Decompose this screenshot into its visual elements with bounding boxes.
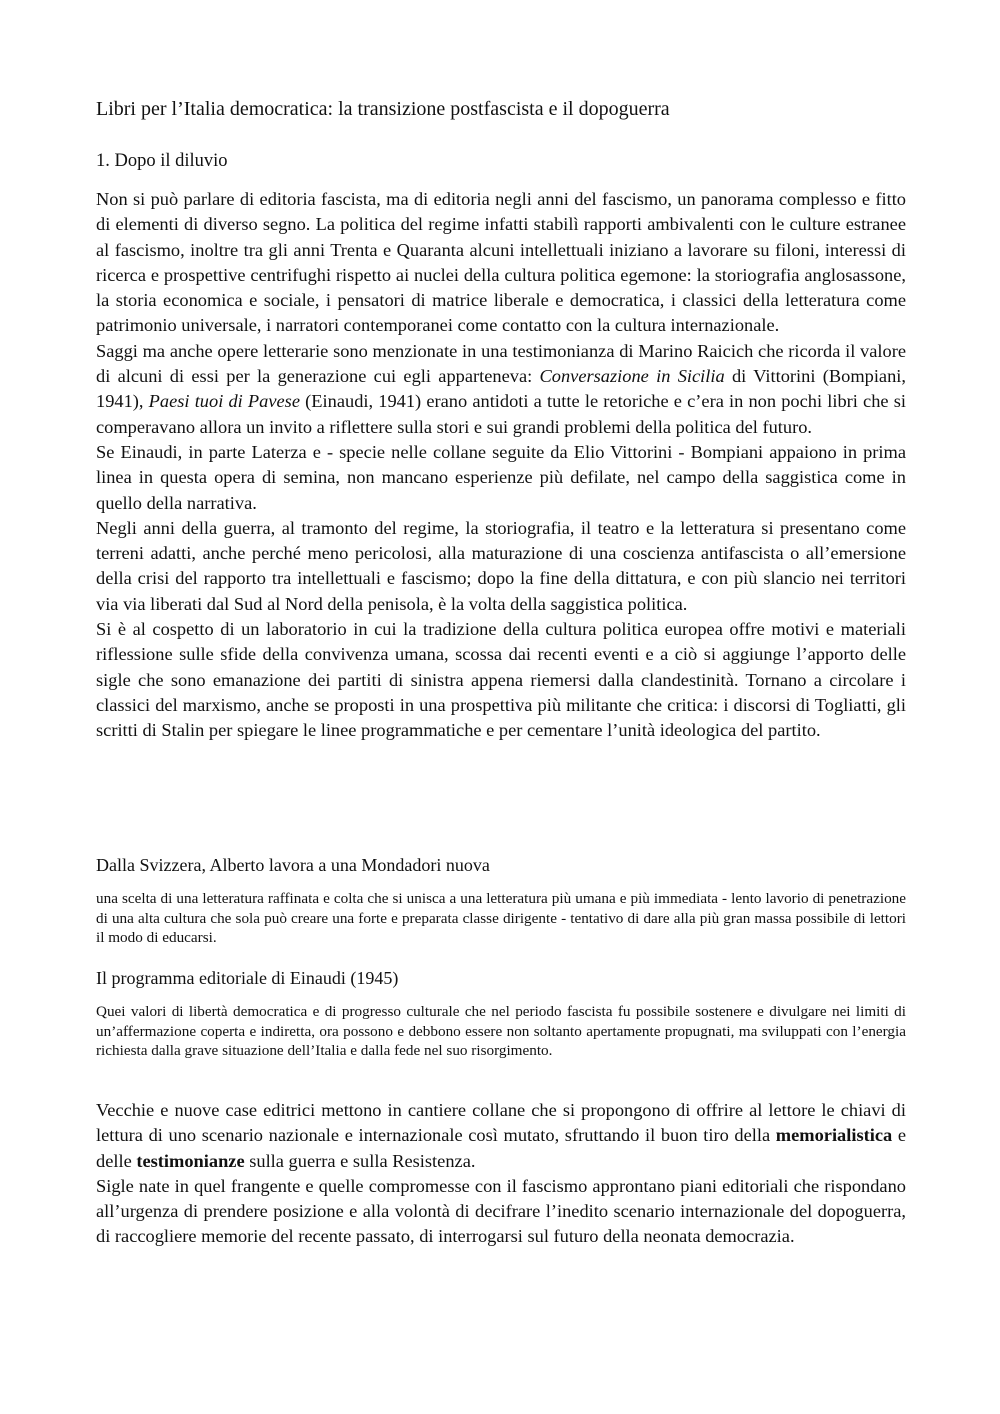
bold-term: testimonianze	[136, 1150, 245, 1171]
mondadori-quote: una scelta di una letteratura raffinata e colta che si unisca a una letteratura più umana e più immediata - lento lavorio di penetrazione di una alta cultura che sola può creare una forte e preparata classe dirigente - tentativo di dare alla più gran massa possibile di lettori il modo di educarsi.	[96, 890, 906, 946]
paragraph-case-editrici	[96, 1098, 906, 1174]
closing-text-block	[96, 1098, 906, 1250]
paragraph-sigle: Sigle nate in quel frangente e quelle compromesse con il fascismo approntano piani editoriali che rispondano all’urgenza di prendere posizione e alla volontà di decifrare l’inedito scenario internazionale del dopoguerra, di raccogliere memorie del recente passato, di interrogarsi sul futuro della neonata democrazia.	[96, 1175, 906, 1247]
paragraph-text: (Einaudi, 1941) erano antidoti a tutte le retoriche e c’era in non pochi libri che si comperavano allora un invito a riflettere sulla stori e sui grandi problemi della politica del futuro.	[96, 391, 907, 437]
paragraph-text: e delle	[96, 1125, 907, 1171]
paragraph-text: Saggi ma anche opere letterarie sono menzionate in una testimonianza di Marino Raicich che ricorda il valore di alcuni di essi per la generazione cui egli apparteneva:	[96, 340, 906, 387]
paragraph-einaudi-laterza: Se Einaudi, in parte Laterza e - specie nelle collane seguite da Elio Vittorini - Bompiani appaiono in prima linea in questa opera di semina, non mancano esperienze più defilate, nel campo della saggistica come in quello della narrativa.	[96, 441, 906, 513]
paragraph-laboratorio: Si è al cospetto di un laboratorio in cui la tradizione della cultura politica europea offre motivi e materiali riflessione sulle sfide della convivenza umana, scossa dai recenti eventi e a ciò si aggiunge l’apporto delle sigle che sono emanazione dei partiti di sinistra appena riemersi dalla clandestinità. Tornano a circolare i classici del marxismo, anche se proposti in una prospettiva più militante che critica: i discorsi di Togliatti, gli scritti di Stalin per spiegare le linee programmatiche e per cementare l’unità ideologica del partito.	[96, 619, 906, 741]
book-title-italic: Conversazione in Sicilia	[539, 366, 725, 387]
paragraph-text: di Vittorini (Bompiani, 1941),	[96, 366, 907, 412]
paragraph-text: sulla guerra e sulla Resistenza.	[244, 1150, 476, 1171]
book-title-italic: Paesi tuoi di Pavese	[148, 391, 301, 412]
paragraph-raicich-testimony	[96, 339, 906, 440]
paragraph-text: Vecchie e nuove case editrici mettono in cantiere collane che si propongono di offrire al lettore le chiavi di lettura di uno scenario nazionale e internazionale così mutato, sfruttando il buon tiro della	[96, 1100, 906, 1146]
paragraph-editoria-fascismo: Non si può parlare di editoria fascista, ma di editoria negli anni del fascismo, un panorama complesso e fitto di elementi di diverso segno. La politica del regime infatti stabilì rapporti ambivalenti con le culture estranee al fascismo, inoltre tra gli anni Trenta e Quaranta alcuni intellettuali iniziano a lavorare su filoni, interessi di ricerca e prospettive centrifughi rispetto ai nuclei della cultura politica egemone: la storiografia anglosassone, la storia economica e sociale, i pensatori di matrice liberale e democratica, i classici della letteratura come patrimonio universale, i narratori contemporanei come contatto con la cultura internazionale.	[96, 189, 906, 336]
document-title: Libri per l’Italia democratica: la transizione postfascista e il dopoguerra	[96, 98, 670, 120]
paragraph-anni-guerra: Negli anni della guerra, al tramonto del regime, la storiografia, il teatro e la letteratura si presentano come terreni adatti, anche perché meno pericolosi, alla maturazione di una coscienza antifascista o all’emersione della crisi del rapporto tra intellettuali e fascismo; dopo la fine della dittatura, e con più slancio nei territori via via liberati dal Sud al Nord della penisola, è la volta della saggistica politica.	[96, 517, 906, 614]
einaudi-heading: Il programma editoriale di Einaudi (1945)	[96, 968, 399, 988]
intro-text-block	[96, 187, 906, 744]
bold-term: memorialistica	[775, 1125, 893, 1146]
section-heading: 1. Dopo il diluvio	[96, 151, 228, 171]
mondadori-heading: Dalla Svizzera, Alberto lavora a una Mondadori nuova	[96, 855, 490, 875]
einaudi-quote: Quei valori di libertà democratica e di progresso culturale che nel periodo fascista fu possibile sostenere e divulgare nei limiti di un’affermazione coperta e indiretta, ora possono e debbono essere non soltanto apertamente propugnati, ma sviluppati con l’energia richiesta dalla grave situazione dell’Italia e dalla fede nel suo risorgimento.	[96, 1003, 906, 1059]
